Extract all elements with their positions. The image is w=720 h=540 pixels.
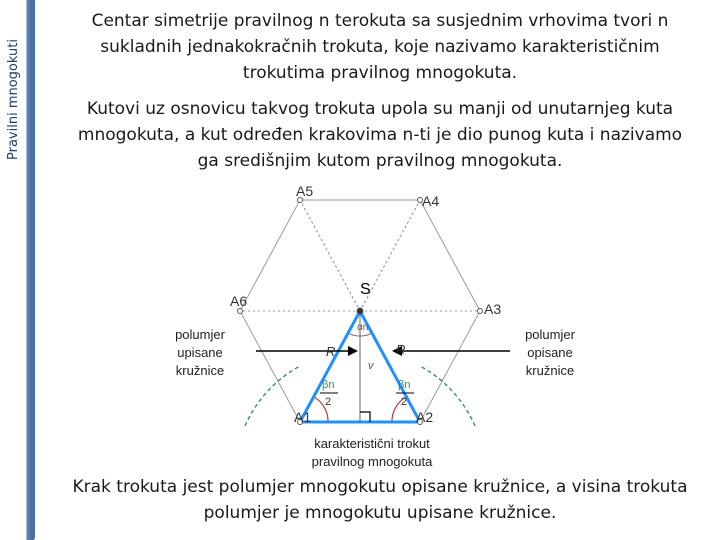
side-label-right: R — [396, 342, 406, 357]
arrow-left-head — [348, 346, 358, 356]
svg-text:kružnice: kružnice — [525, 363, 575, 378]
sidebar-title-text: Pravilni mnogokuti — [6, 39, 21, 160]
base-angle-left-den: 2 — [325, 396, 332, 408]
circumcircle-radius-label — [525, 327, 576, 378]
paragraph-angles: Kutovi uz osnovicu takvog trokuta upola su manji od unutarnjeg kuta mnogokuta, a kut određen krakovima n-ti je dio punog kuta i nazivamo ga središnjim kutom pravilnog mnogokuta. — [77, 99, 683, 171]
svg-text:upisane: upisane — [177, 345, 223, 360]
vertex-label-a2: A2 — [416, 409, 434, 425]
vertex-label-a5: A5 — [296, 186, 314, 199]
svg-text:kružnice: kružnice — [175, 363, 225, 378]
vertex-label-a1: A1 — [294, 409, 312, 425]
svg-text:karakteristični trokut: karakteristični trokut — [314, 436, 430, 451]
height-label: v — [368, 360, 374, 372]
diagram-caption — [312, 436, 433, 469]
base-angle-right-den: 2 — [401, 396, 408, 408]
vertex-label-a4: A4 — [422, 193, 440, 209]
svg-text:pravilnog mnogokuta: pravilnog mnogokuta — [311, 454, 433, 469]
paragraph-conclusion: Krak trokuta jest polumjer mnogokutu opisane kružnice, a visina trokuta polumjer je mnogokutu upisane kružnice. — [72, 477, 688, 523]
vertex-label-a3: A3 — [484, 301, 502, 317]
svg-text:polumjer: polumjer — [175, 327, 225, 342]
vertex-label-a6: A6 — [230, 293, 248, 309]
svg-text:polumjer: polumjer — [525, 327, 575, 342]
paragraph-intro: Centar simetrije pravilnog n terokuta sa susjednim vrhovima tvori n sukladnih jednakokračnih trokuta, koje nazivamo karakterističnim trokutima pravilnog mnogokuta. — [91, 11, 669, 83]
sidebar-title — [0, 0, 28, 170]
base-angle-left-num: βn — [322, 379, 335, 391]
incircle-arc-left — [245, 366, 300, 426]
hexagon-diagram — [160, 186, 600, 476]
center-label: S — [360, 281, 371, 298]
incircle-radius-label — [175, 327, 226, 378]
base-angle-right-num: βn — [398, 379, 411, 391]
central-angle-label: αn — [357, 322, 369, 333]
svg-text:opisane: opisane — [527, 345, 573, 360]
side-label-left: R — [326, 344, 336, 359]
